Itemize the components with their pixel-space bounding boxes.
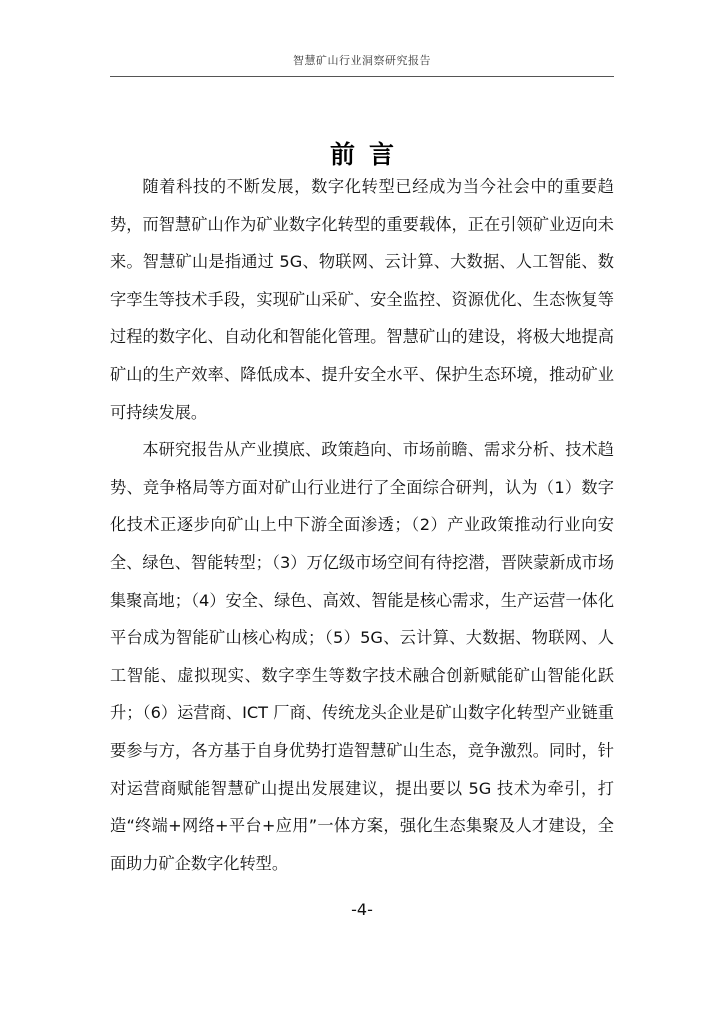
- body-text: [110, 168, 614, 882]
- paragraph-intro: 随着科技的不断发展，数字化转型已经成为当今社会中的重要趋势，而智慧矿山作为矿业数字化转型的重要载体，正在引领矿业迈向未来。智慧矿山是指通过 5G、物联网、云计算、大数据、人工智能、数字孪生等技术手段，实现矿山采矿、安全监控、资源优化、生态恢复等过程的数字化、自动化和智能化管理。智慧矿山的建设，将极大地提高矿山的生产效率、降低成本、提升安全水平、保护生态环境，推动矿业可持续发展。: [110, 177, 614, 422]
- page-title: 前言: [329, 139, 408, 169]
- page-number: -4-: [351, 900, 373, 919]
- paragraph-findings: 本研究报告从产业摸底、政策趋向、市场前瞻、需求分析、技术趋势、竞争格局等方面对矿山行业进行了全面综合研判，认为（1）数字化技术正逐步向矿山上中下游全面渗透；（2）产业政策推动行业向安全、绿色、智能转型；（3）万亿级市场空间有待挖潜，晋陕蒙新成市场集聚高地；（4）安全、绿色、高效、智能是核心需求，生产运营一体化平台成为智能矿山核心构成；（5）5G、云计算、大数据、物联网、人工智能、虚拟现实、数字孪生等数字技术融合创新赋能矿山智能化跃升；（6）运营商、ICT 厂商、传统龙头企业是矿山数字化转型产业链重要参与方，各方基于自身优势打造智慧矿山生态，竞争激烈。同时，针对运营商赋能智慧矿山提出发展建议，提出要以 5G 技术为牵引，打造“终端+网络+平台+应用”一体方案，强化生态集聚及人才建设，全面助力矿企数字化转型。: [110, 440, 615, 873]
- header-divider: [110, 76, 614, 77]
- running-header: 智慧矿山行业洞察研究报告: [293, 54, 431, 67]
